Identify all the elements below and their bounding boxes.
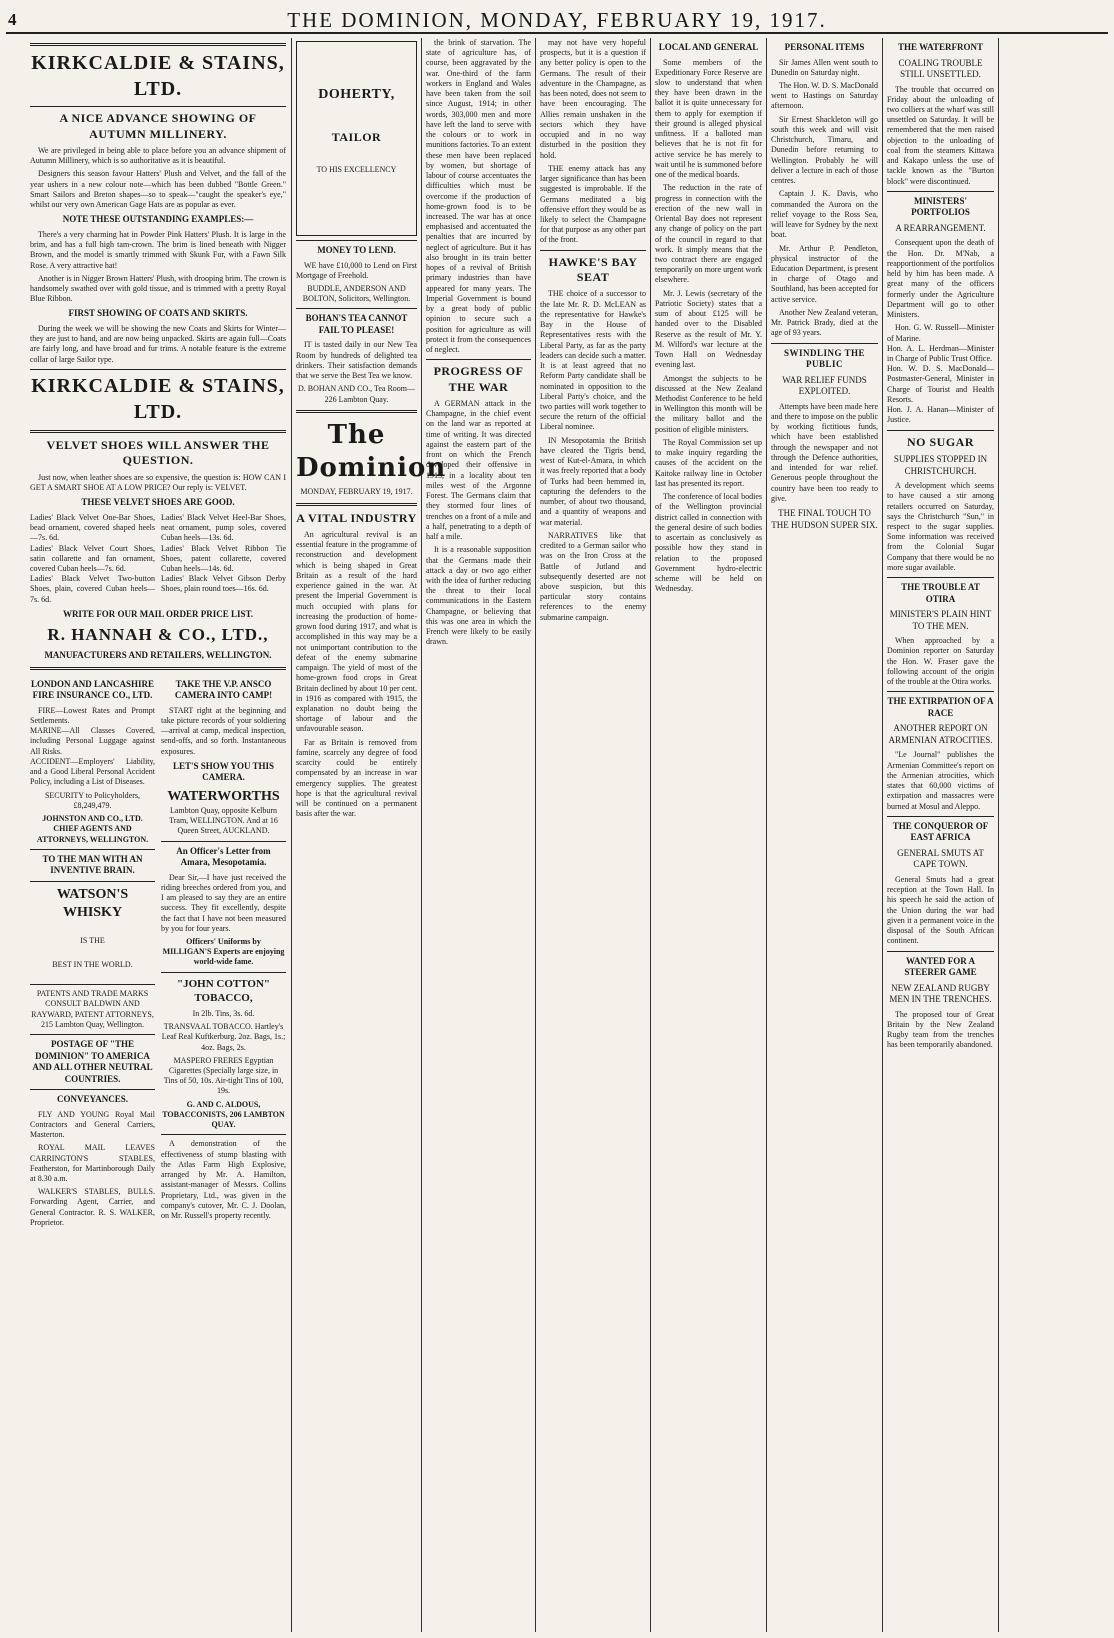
ad-line: IS THE <box>80 935 105 945</box>
article-paragraph: the brink of starvation. The state of agriculture has, of course, been aggravated by the war. One-third of the farm workers in England and Wales have been taken from the soil since August, 1914; in other words, 303,000 men and more have left the land to serve with the colours or to work in munitions factories. To an extent these men have been replaced by women, but shortage of labour of course accentuates the difficulties which must be overcome if the production of home-grown food is to be increased. The war has at once emphasised and accentuated the penalties that are incurred by neglect of agriculture. But it has also brought in its train better hopes of a revival of British primary industries than have appeared for many years. The Imperial Government is bound by a great body of public opinion to secure such a position for agriculture as will protect it from the consequences of neglect. <box>426 38 531 355</box>
article-subheadline: MINISTER'S PLAIN HINT TO THE MEN. <box>889 609 992 631</box>
column-divider <box>998 38 999 1632</box>
newspaper-masthead: The Dominion <box>296 419 447 484</box>
ad-paragraph: FLY AND YOUNG Royal Mail Contractors and General Carriers, Masterton. <box>30 1109 155 1140</box>
ad-paragraph: In 2lb. Tins, 3s. 6d. <box>192 1008 255 1018</box>
ad-firm-name: KIRKCALDIE & STAINS, LTD. <box>31 374 285 423</box>
ad-paragraph: Lambton Quay, opposite Kelburn Tram, WELLINGTON. And at 16 Queen Street, AUCKLAND. <box>169 805 278 836</box>
ad-paragraph: START right at the beginning and take picture records of your soldiering—arrival at camp, medical inspection, send-offs, and so forth. Instantaneous exposures. <box>161 705 286 756</box>
ad-paragraph: FIRE—Lowest Rates and Prompt Settlements. MARINE—All Classes Covered, including Personal Luggage against All Risks. ACCIDENT—Employers' Liability, and a Good Liberal Personal Accident Policy, including a List of Diseases. <box>30 705 155 787</box>
ad-paragraph: Officers' Uniforms by MILLIGAN'S Experts are enjoying world-wide fame. <box>162 936 285 967</box>
section-headline: LOCAL AND GENERAL <box>658 42 759 52</box>
ad-firm-name: R. HANNAH & CO., LTD., <box>47 625 269 645</box>
article-paragraph: The Hon. W. D. S. MacDonald went to Hastings on Saturday afternoon. <box>771 80 878 111</box>
column-divider <box>650 38 651 1632</box>
column-divider <box>766 38 767 1632</box>
column-divider <box>535 38 536 1632</box>
ad-paragraph: Just now, when leather shoes are so expensive, the question is: HOW CAN I GET A SMART SHOE AT A LOW PRICE? Our reply is: VELVET. <box>30 472 286 493</box>
article-headline: A VITAL INDUSTRY <box>296 510 417 525</box>
article-paragraph: Sir Ernest Shackleton will go south this week and will visit Christchurch, Timaru, and Dunedin before returning to Wellington. Probably he will deliver a lecture in each of those centres. <box>771 114 878 186</box>
article-paragraph: The proposed tour of Great Britain by the New Zealand Rugby team from the trenches has been temporarily abandoned. <box>887 1009 994 1050</box>
article-paragraph: THE enemy attack has any larger significance than has been suggested is improbable. If the Germans meditated a big offensive effort they would be as likely to select the Champagne for that purpose as any other part of the front. <box>540 163 646 245</box>
article-paragraph: The reduction in the rate of progress in connection with the erection of the new wall in Oriental Bay does not represent any change of policy on the part of the council in regard to that work. It simply means that the two contract there are engaged temporarily on more urgent work elsewhere. <box>655 183 762 285</box>
article-paragraph: Attempts have been made here and there to impose on the public by working fictitious funds, which have been established through the newspaper and not through the Defence authorities, and intended for war relief. Generous people throughout the country have been too ready to give. <box>771 401 878 503</box>
article-paragraph: THE choice of a successor to the late Mr. R. D. McLEAN as the representative for Hawke's Bay in the House of Representatives rests with the Liberal Party, as far as the party leaders can decide such a matter. It is at least agreed that no Reform Party candidate shall be nominated in opposition to the Liberal Party's choice, and the two parties will work together to secure the return of the official Liberal nominee. <box>540 289 646 432</box>
column-ads-left <box>30 38 286 1632</box>
ad-firm-sub: MANUFACTURERS AND RETAILERS, WELLINGTON. <box>44 650 272 661</box>
ad-paragraph: WE have £10,000 to Lend on First Mortgage of Freehold. <box>296 260 417 280</box>
ad-paragraph: BUDDLE, ANDERSON AND BOLTON, Solicitors, Wellington. <box>302 283 411 304</box>
ad-headline: VELVET SHOES WILL ANSWER THE QUESTION. <box>46 438 270 468</box>
article-paragraph: may not have very hopeful prospects, but it is a question if any better policy is open to the Germans. The result of their adventure in the Champagne, as has been noted, does not seem to have been encouraging. The Allies remain unshaken in the sectors which they have occupied and in no way disturbed in the position they hold. <box>540 38 646 160</box>
article-paragraph: General Smuts had a great reception at the Town Hall. In his speech he said the action of the Union during the war had given it a permanent voice in the disposal of the South African continent. <box>887 874 994 946</box>
ad-subheading: THESE VELVET SHOES ARE GOOD. <box>81 497 235 508</box>
ad-paragraph: We are privileged in being able to place before you an advance shipment of Autumn Millinery, which is so authoritative as it is beautiful. <box>30 145 286 166</box>
ad-subheading: "JOHN COTTON" TOBACCO, <box>177 977 270 1004</box>
article-paragraph: Mr. J. Lewis (secretary of the Patriotic Society) states that a sum of about £125 will be handed over to the Disabled Reserve as the result of Mr. Y. M. Wilford's war lecture at the Town Hall on Wednesday evening last. <box>655 288 762 370</box>
ad-line: TO HIS EXCELLENCY <box>316 165 397 175</box>
article-subheadline: GENERAL SMUTS AT CAPE TOWN. <box>897 847 984 870</box>
ad-paragraph: There's a very charming hat in Powder Pink Hatters' Plush. It is large in the brim, and has a full high tam-crown. The brim is lined beneath with Nigger Brown, and the model is smartly trimmed with Skunk Fur, with a Fawn Silk Rose. A very attractive hat! <box>30 229 286 270</box>
page-header <box>0 6 1114 32</box>
lower-ads-left <box>30 675 155 1231</box>
article-paragraph: The trouble that occurred on Friday about the unloading of two colliers at the wharf was still unsettled on Saturday. It will be remembered that the men raised objection to the unloading of coal from the steamers Kittawa and Kakapo unless the use of tackle known as the "Burton block" were discontinued. <box>887 84 994 186</box>
article-headline: MINISTERS' PORTFOLIOS <box>911 195 970 218</box>
article-subheadline: SUPPLIES STOPPED IN CHRISTCHURCH. <box>893 454 988 476</box>
article-paragraph: When approached by a Dominion reporter on Saturday the Hon. W. Fraser gave the following account of the origin of the trouble at the Otira works. <box>887 636 994 687</box>
ad-subheading: NOTE THESE OUTSTANDING EXAMPLES:— <box>62 214 254 225</box>
page-number: 4 <box>8 10 17 29</box>
ad-subheading: CONVEYANCES. <box>57 1094 128 1105</box>
article-paragraph: A GERMAN attack in the Champagne, in the chief event on the land war as reported at time of writing. It was directed against the eastern part of the front on which the French developed their offensive in 1915, in a locality about ten miles west of the Argonne Forest. The Germans claim that they stormed four lines of trenches on a front of a mile and a half, penetrating to a depth of half a mile. <box>426 398 531 542</box>
article-paragraph: The Royal Commission set up to make inquiry regarding the causes of the accident on the Kaitoke railway line in October last has presented its report. <box>655 437 762 488</box>
ad-paragraph: D. BOHAN AND CO., Tea Room—226 Lambton Quay. <box>297 384 416 404</box>
ad-paragraph: IT is tasted daily in our New Tea Room by hundreds of delighted tea drinkers. Their satisfaction demands that we serve the Best Tea we know. <box>296 340 417 381</box>
ad-firm-name: WATSON'S WHISKY <box>56 886 129 920</box>
header-rule <box>6 32 1108 34</box>
ad-subheading: LET'S SHOW YOU THIS CAMERA. <box>172 760 275 783</box>
article-headline: SWINDLING THE PUBLIC <box>783 347 866 370</box>
ad-subheading: TO THE MAN WITH AN INVENTIVE BRAIN. <box>42 853 143 876</box>
article-paragraph: Consequent upon the death of the Hon. Dr. M'Nab, a reapportionment of the portfolios held by him has been made. A great many of the officers formerly under the Agriculture Department will go to other Ministers. <box>887 238 994 320</box>
column-divider <box>291 38 292 1632</box>
article-paragraph: Sir James Allen went south to Dunedin on Saturday night. <box>771 57 878 77</box>
shoe-list-right: Ladies' Black Velvet Heel-Bar Shoes, neat ornament, pump soles, covered Cuban heels—13s. 6d. Ladies' Black Velvet Ribbon Tie Shoes, patent collarette, covered Cuban heels—14s. 6d. Ladies' Black Velvet Gibson Derby Shoes, plain round toes—16s. 6d. <box>161 512 286 594</box>
section-headline: THE WATERFRONT <box>898 42 983 52</box>
article-paragraph: It is a reasonable supposition that the Germans made their attack a day or two ago either with the idea of further reducing the threat to their local communications in the Eastern Champagne, or believing that this was one area in which the French were likely to be easily drawn. <box>426 545 531 647</box>
ad-subheading: BOHAN'S TEA CANNOT FAIL TO PLEASE! <box>305 313 408 335</box>
section-headline: PERSONAL ITEMS <box>784 42 865 52</box>
article-headline: THE EXTIRPATION OF A RACE <box>887 696 994 718</box>
ad-paragraph: During the week we will be showing the new Coats and Skirts for Winter—they are just to hand, and are now being unpacked. Skirts are again full—Coats are fairly long, and have broad and fur trims. A notable feature is the extreme collar of large Sailor type. <box>30 323 286 364</box>
ad-paragraph: ROYAL MAIL LEAVES CARRINGTON'S STABLES, Featherston, for Martinborough Daily at 8.30 a.m. <box>30 1143 155 1184</box>
ad-paragraph: Another is in Nigger Brown Hatters' Plush, with drooping brim. The crown is handsomely swathed over with gold tissue, and is trimmed with a pretty Royal Blue Ribbon. <box>30 273 286 304</box>
shoe-list-left: Ladies' Black Velvet One-Bar Shoes, bead ornament, covered shaped heels—7s. 6d. Ladies' Black Velvet Court Shoes, satin collarette and fan ornament, covered Cuban heels—7s. 6d. Ladies' Black Velvet Two-button Shoes, plain, covered Cuban heels—7s. 6d. <box>30 512 155 604</box>
ad-subheading: An Officer's Letter from Amara, Mesopotamia. <box>176 845 271 868</box>
article-headline: PROGRESS OF THE WAR <box>433 364 524 394</box>
column-local <box>655 38 762 1632</box>
article-paragraph: Hon. G. W. Russell—Minister of Marine. Hon. A. L. Herdman—Minister in Charge of Public Trust Office. Hon. W. D. S. MacDonald—Postmaster-General, Minister in Charge of Tourist and Health Resorts. Hon. J. A. Hanan—Minister of Justice. <box>887 323 994 425</box>
ad-paragraph: Dear Sir,—I have just received the riding breeches ordered from you, and I am pleased to say they are an entire success. They fit excellently, despite the fact that I have not been measured by you for four years. <box>161 872 286 933</box>
article-subheadline: ANOTHER REPORT ON ARMENIAN ATROCITIES. <box>888 723 993 745</box>
ad-paragraph: Designers this season favour Hatters' Plush and Velvet, and the fall of the year ushers in a new colour note—which has been dubbed "Bottle Green." Smart Sailors and Breton shapes—so to speak—"caught the speaker's eye," whilst our very own American Gage Hats are as popular as ever. <box>30 169 286 210</box>
article-paragraph: "Le Journal" publishes the Armenian Committee's report on the Armenian atrocities, which states that 60,000 victims of extirpation and massacres were burned at Mosul and Aleppo. <box>887 750 994 811</box>
column-personal <box>771 38 878 1632</box>
column-waterfront <box>887 38 994 1632</box>
article-headline: THE TROUBLE AT OTIRA <box>901 582 980 604</box>
ad-subheading: WRITE FOR OUR MAIL ORDER PRICE LIST. <box>62 608 254 619</box>
article-headline: HAWKE'S BAY SEAT <box>548 254 638 285</box>
article-paragraph: Mr. Arthur P. Pendleton, physical instructor of the Education Department, is present in charge of Otago and Southland, has been accepted for active service. <box>771 243 878 304</box>
masthead-date: MONDAY, FEBRUARY 19, 1917. <box>300 487 413 497</box>
article-paragraph: Amongst the subjects to be discussed at the New Zealand Methodist Conference to be held in Wellington this month will be the military ballot and the position of eligible ministers. <box>655 373 762 434</box>
article-headline: WANTED FOR A STEERER GAME <box>904 955 977 978</box>
article-paragraph: A development which seems to have caused a stir among retailers occurred on Saturday, says the Christchurch "Sun," in respect to the sugar supplies. Some information was received from the Colonial Sugar Company that there would be no more sugar available. <box>887 481 994 572</box>
article-paragraph: An agricultural revival is an essential feature in the programme of reconstruction and development which is being shaped in Great Britain as a result of the hard experience gained in the war. At present the Imperial Government is much occupied with plans for increasing the production of home-grown food during 1917, and what is accomplished in this way may be a not unimportant contribution to the defeat of the enemy submarine campaign. The yield of most of the home-grown food crops in Great Britain declined by about 10 per cent. in 1916 as compared with 1915, the explanation no doubt being the shortage of labour and the unfavourable season. <box>296 530 417 734</box>
ad-line: TAILOR <box>331 129 382 144</box>
ad-firm-name: KIRKCALDIE & STAINS, LTD. <box>31 52 285 100</box>
ad-line: BEST IN THE WORLD. <box>52 959 133 969</box>
article-subheadline: NEW ZEALAND RUGBY MEN IN THE TRENCHES. <box>889 982 992 1005</box>
ad-paragraph: JOHNSTON AND CO., LTD. CHIEF AGENTS AND ATTORNEYS, WELLINGTON. <box>36 814 149 844</box>
ad-paragraph: G. AND C. ALDOUS, TOBACCONISTS, 206 LAMBTON QUAY. <box>162 1099 285 1130</box>
article-headline: NO SUGAR <box>906 434 974 449</box>
article-paragraph: IN Mesopotamia the British have cleared the Tigris bend, west of Kut-el-Amara, in which it was freely reported that a body of Turks had been hemmed in, capturing the defenders to the number, of about two thousand, and a quantity of weapons and war material. <box>540 435 646 527</box>
article-subheadline: A REARRANGEMENT. <box>895 222 986 233</box>
article-headline: THE CONQUEROR OF EAST AFRICA <box>892 820 989 843</box>
article-paragraph: Some members of the Expeditionary Force Reserve are slow to understand that when they have been drawn in the ballot it is quite unnecessary for them to apply for exemption if their ground is alleged physical unfitness. If a balloted man believes that he is not fit for active service he has merely to wait until he is summoned before one of the medical boards. <box>655 57 762 180</box>
ad-paragraph: WALKER'S STABLES, BULLS. Forwarding Agent, Carrier, and General Contractor. R. S. WALKER, Proprietor. <box>30 1187 155 1227</box>
ad-subheading: LONDON AND LANCASHIRE FIRE INSURANCE CO., LTD. <box>30 678 155 701</box>
ad-firm-name: DOHERTY, <box>318 87 395 102</box>
ad-paragraph: PATENTS AND TRADE MARKS CONSULT BALDWIN AND RAYWARD, PATENT ATTORNEYS, 215 Lambton Quay, Wellington. <box>31 989 154 1029</box>
ad-subheading: FIRST SHOWING OF COATS AND SKIRTS. <box>68 308 248 319</box>
ad-subheading: TAKE THE V.P. ANSCO CAMERA INTO CAMP! <box>174 678 273 701</box>
ad-headline: A NICE ADVANCE SHOWING OF AUTUMN MILLINERY. <box>59 111 257 141</box>
article-paragraph: NARRATIVES like that credited to a German sailor who was on the Iron Cross at the Battle of Jutland and subsequently deserted are not above suspicion, but this particular story contains references to the enemy submarine campaign. <box>540 530 646 622</box>
ad-subheading: POSTAGE OF "THE DOMINION" TO AMERICA AND ALL OTHER NEUTRAL COUNTRIES. <box>32 1039 153 1084</box>
column-divider <box>421 38 422 1632</box>
column-5 <box>540 38 646 1632</box>
lower-ads <box>30 675 286 1231</box>
doherty-ad <box>296 41 417 236</box>
article-paragraph: Another New Zealand veteran, Mr. Patrick Brady, died at the age of 93 years. <box>771 307 878 338</box>
article-subheadline: COALING TROUBLE STILL UNSETTLED. <box>898 57 983 80</box>
page-title: THE DOMINION, MONDAY, FEBRUARY 19, 1917. <box>287 8 827 32</box>
column-divider <box>882 38 883 1632</box>
ad-subheading: MONEY TO LEND. <box>317 245 396 255</box>
ad-paragraph: SECURITY to Policyholders, £8,249,479. <box>44 790 141 810</box>
article-paragraph: Far as Britain is removed from famine, scarcely any degree of food scarcity could be entirely compensated by an increase in war emergency supplies. The greatest hope is that the agricultural revival will be continued on a permanent basis after the war. <box>296 737 417 819</box>
ad-subheading: THE FINAL TOUCH TO THE HUDSON SUPER SIX. <box>771 508 878 530</box>
article-subheadline: WAR RELIEF FUNDS EXPLOITED. <box>782 374 867 397</box>
shoe-price-list <box>30 513 286 605</box>
ad-paragraph: A demonstration of the effectiveness of stump blasting with the Atlas Farm High Explosive, arranged by Mr. A. Hamilton, assistant-manager of Messrs. Collins Proprietary, Ltd., was given in the company's cutover, Mr. C. J. Doolan, on Mr. Russell's property recently. <box>161 1139 286 1221</box>
column-4 <box>426 38 531 1632</box>
article-paragraph: The conference of local bodies of the Wellington provincial district called in connection with the general desire of such bodies to ascertain as conclusively as possible how they stand in relation to the proposed Government hydro-electric scheme will be held on Wednesday. <box>655 492 762 594</box>
column-editorial <box>296 38 447 1632</box>
ad-paragraph: TRANSVAAL TOBACCO. Hartley's Leaf Real Kuftkerburg. 2oz. Bags, 1s.; 4oz. Bags, 2s. <box>161 1022 286 1052</box>
ad-paragraph: MASPERO FRERES Egyptian Cigarettes (Specially large size, in Tins of 50, 10s. Air-tight Tins of 100, 19s. <box>163 1055 284 1096</box>
ad-firm-name: WATERWORTHS <box>167 788 280 804</box>
lower-ads-right <box>161 675 286 1231</box>
article-paragraph: Captain J. K. Davis, who commanded the Aurora on the relief voyage to the Ross Sea, will leave for Sydney by the next boat. <box>771 189 878 240</box>
